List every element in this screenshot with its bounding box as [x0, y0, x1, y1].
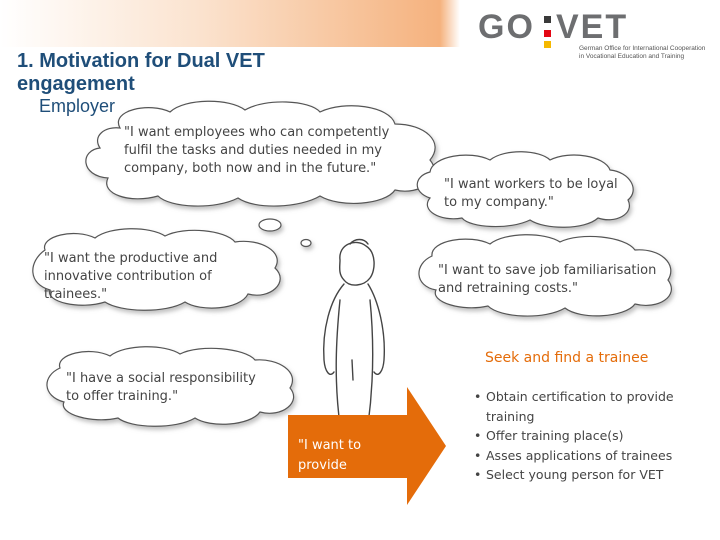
logo-caption: German Office for International Cooperation in Vocational Education and Training: [579, 45, 706, 60]
person-figure: [324, 240, 385, 442]
seek-title: Seek and find a trainee: [485, 350, 649, 366]
page-subtitle: Employer: [39, 96, 116, 116]
bubble-competent-text: "I want employees who can competently fulfil the tasks and duties needed in my company, both now and in the future.": [124, 125, 390, 176]
bubble-social-text: "I have a social responsibility to offer training.": [66, 371, 256, 404]
svg-text:VET: VET: [556, 8, 629, 46]
arrow-label: "I want to provide training.": [298, 438, 362, 493]
list-item: • Offer training place(s): [470, 426, 705, 446]
list-item: • Select young person for VET: [470, 465, 705, 485]
seek-list: [470, 387, 705, 485]
svg-text:GO: GO: [478, 8, 535, 46]
bubble-loyal-text: "I want workers to be loyal to my company.": [444, 177, 618, 210]
list-item: • Obtain certification to provide training: [470, 387, 705, 426]
bubble-costs-text: "I want to save job familiarisation and retraining costs.": [438, 263, 657, 296]
list-item: • Asses applications of trainees: [470, 446, 705, 466]
bubble-productive-text: "I want the productive and innovative contribution of trainees.": [44, 251, 218, 302]
page-title: 1. Motivation for Dual VET engagement: [17, 50, 265, 95]
